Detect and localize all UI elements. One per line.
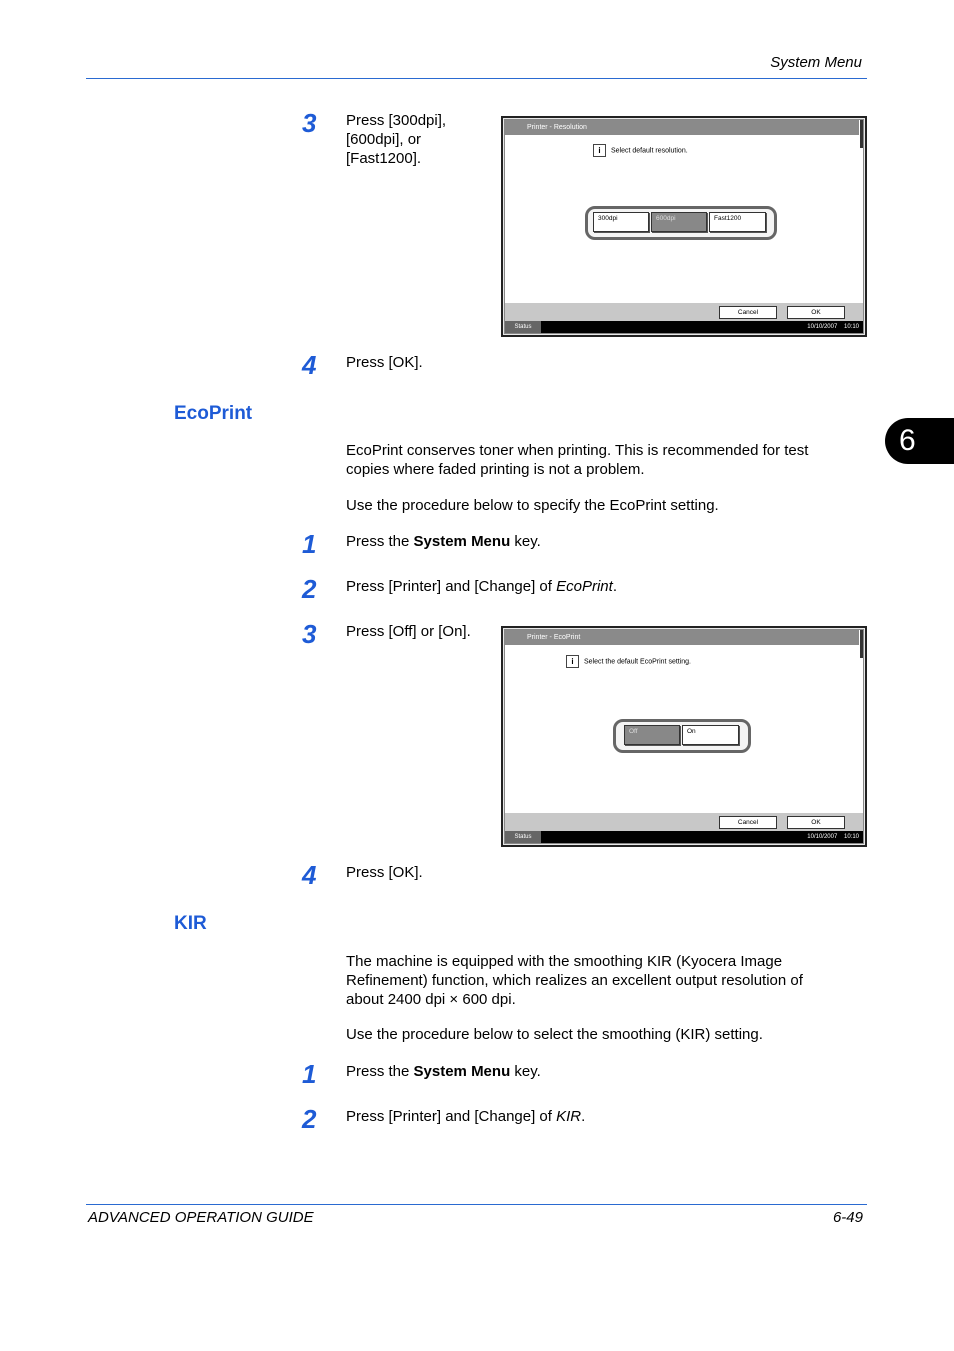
- step-number: 1: [302, 1059, 317, 1089]
- chapter-number: 6: [899, 424, 916, 457]
- screen-scroll-marker: [860, 120, 863, 148]
- step-text-part: Press the: [346, 533, 414, 550]
- resolution-option-group: [585, 206, 777, 240]
- kir-procedure-intro: Use the procedure below to select the smoothing (KIR) setting.: [346, 1026, 763, 1043]
- step-text: Press [OK].: [346, 354, 423, 371]
- status-datetime: [807, 321, 859, 333]
- step-text-part: Press [Printer] and [Change] of: [346, 578, 557, 595]
- paragraph-line: Refinement) function, which realizes an excellent output resolution of: [346, 972, 803, 989]
- step-text: Press [OK].: [346, 864, 423, 881]
- info-icon: i: [593, 144, 606, 157]
- ecoprint-screen: [501, 626, 867, 847]
- status-time: 10:10: [843, 834, 859, 840]
- step-text-part: Press the: [346, 1063, 414, 1080]
- step-text: [346, 1107, 585, 1126]
- step-text-part: .: [612, 578, 617, 595]
- cancel-button[interactable]: Cancel: [719, 306, 777, 319]
- message-text: Select default resolution.: [611, 147, 688, 155]
- footer-rule: [86, 1204, 867, 1205]
- status-date: 10/10/2007: [807, 834, 838, 840]
- key-name: System Menu: [413, 1063, 511, 1080]
- setting-name: EcoPrint: [556, 578, 613, 595]
- ecoprint-procedure-intro: Use the procedure below to specify the EcoPrint setting.: [346, 497, 719, 514]
- ok-button[interactable]: OK: [787, 816, 845, 829]
- header-title: System Menu: [770, 54, 862, 71]
- paragraph-line: The machine is equipped with the smoothing KIR (Kyocera Image: [346, 953, 783, 970]
- screen-scroll-marker: [860, 630, 863, 658]
- paragraph-line: copies where faded printing is not a problem.: [346, 461, 645, 478]
- step-text: Press [Off] or [On].: [346, 623, 471, 640]
- chapter-tab: [885, 418, 954, 464]
- step-number: 4: [302, 350, 317, 380]
- step-number: 3: [302, 108, 317, 138]
- step-text-line: [600dpi], or: [346, 131, 422, 148]
- step-text-line: Press [300dpi],: [346, 112, 447, 129]
- section-heading-kir: KIR: [174, 913, 207, 934]
- status-date: 10/10/2007: [807, 324, 838, 330]
- resolution-screen: [501, 116, 867, 337]
- header-rule: [86, 78, 867, 79]
- step-text-part: key.: [510, 533, 541, 550]
- page-number: 6-49: [832, 1209, 863, 1226]
- step-text: [346, 577, 617, 596]
- footer-guide-title: ADVANCED OPERATION GUIDE: [88, 1209, 314, 1226]
- screen-button-bar: [505, 813, 863, 831]
- step-number: 3: [302, 619, 317, 649]
- step-number: 1: [302, 529, 317, 559]
- step-number: 2: [302, 1104, 317, 1134]
- cancel-button[interactable]: Cancel: [719, 816, 777, 829]
- step-text-line: [Fast1200].: [346, 150, 422, 167]
- screen-panel: [504, 629, 864, 844]
- step-text: [346, 1062, 541, 1081]
- option-off-button[interactable]: Off: [624, 725, 680, 745]
- status-datetime: [807, 831, 859, 843]
- screen-panel: [504, 119, 864, 334]
- paragraph-line: EcoPrint conserves toner when printing. This is recommended for test: [346, 442, 809, 459]
- step-text-part: key.: [510, 1063, 541, 1080]
- option-300dpi-button[interactable]: 300dpi: [593, 212, 649, 232]
- ok-button[interactable]: OK: [787, 306, 845, 319]
- step-text-part: Press [Printer] and [Change] of: [346, 1108, 557, 1125]
- section-heading-ecoprint: EcoPrint: [174, 403, 253, 424]
- kir-description: [346, 952, 803, 1009]
- screen-button-bar: [505, 303, 863, 321]
- step-number: 2: [302, 574, 317, 604]
- ecoprint-option-group: [613, 719, 751, 753]
- ecoprint-description: [346, 441, 808, 479]
- option-on-button[interactable]: On: [682, 725, 739, 745]
- screen-title: Printer - EcoPrint: [505, 630, 859, 645]
- status-button[interactable]: Status: [505, 831, 541, 843]
- step-text: [346, 111, 446, 168]
- key-name: System Menu: [413, 533, 511, 550]
- option-600dpi-button[interactable]: 600dpi: [651, 212, 707, 232]
- message-text: Select the default EcoPrint setting.: [584, 658, 692, 666]
- info-icon: i: [566, 655, 579, 668]
- step-number: 4: [302, 860, 317, 890]
- step-text: [346, 532, 541, 551]
- status-bar: [505, 321, 863, 333]
- screen-message: [593, 144, 688, 157]
- screen-title: Printer - Resolution: [505, 120, 859, 135]
- status-bar: [505, 831, 863, 843]
- option-fast1200-button[interactable]: Fast1200: [709, 212, 766, 232]
- step-text-part: .: [581, 1108, 586, 1125]
- status-button[interactable]: Status: [505, 321, 541, 333]
- paragraph-line: about 2400 dpi × 600 dpi.: [346, 991, 516, 1008]
- status-time: 10:10: [843, 324, 859, 330]
- setting-name: KIR: [556, 1108, 582, 1125]
- screen-message: [566, 655, 691, 668]
